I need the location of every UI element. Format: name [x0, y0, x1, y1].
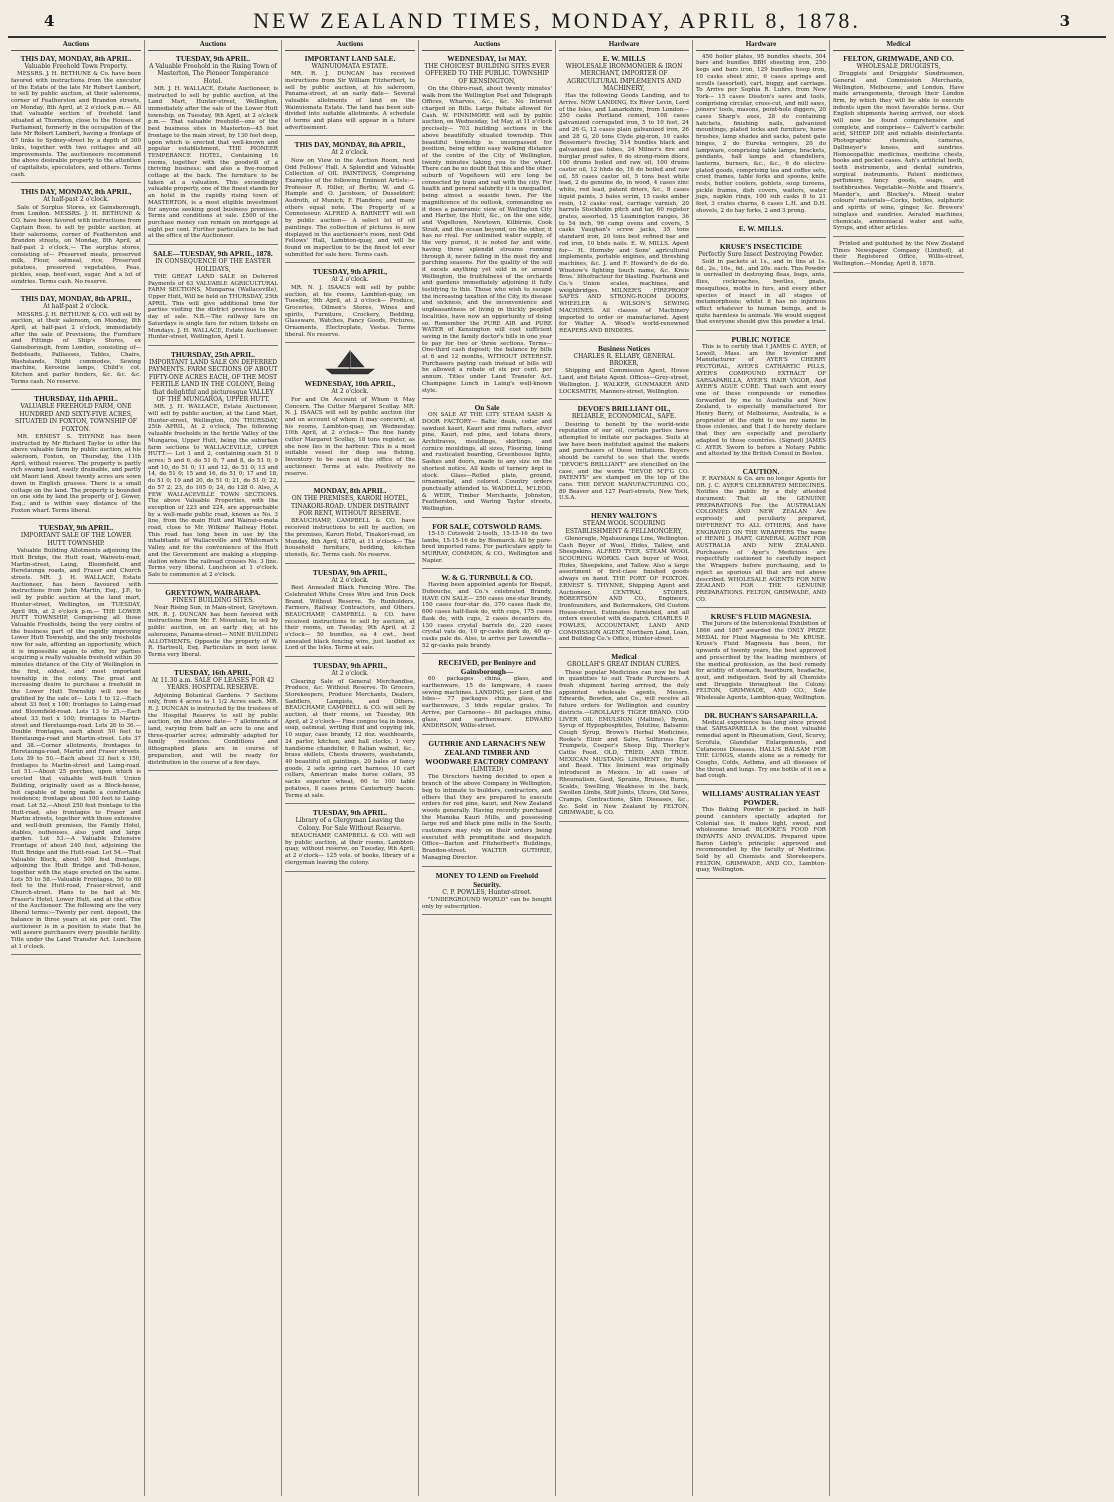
advertisement-body: 60 packages china, glass, and earthenware, 15 do lampware, 4 cases sewing machines. LANDING, per Lord of the Isles— 77 packages china, glass, and earthenware, 3 bhds regular grates. To Arrive, per Carnoone— 80 packages china, glass, and earthenware. EDWARD ANDERSON, Willis-street. [422, 676, 552, 730]
masthead [8, 6, 1106, 38]
advertisement-divider [285, 803, 415, 804]
advertisement-title: On Sale [474, 403, 500, 413]
advertisement [285, 379, 415, 477]
advertisement-divider [285, 563, 415, 564]
advertisement [148, 54, 278, 240]
advertisement [11, 523, 141, 950]
advertisement-title: DEVOE'S BRILLIANT OIL, [577, 404, 671, 414]
advertisement [559, 54, 689, 335]
advertisement-subtitle: At 2 o'clock. [331, 149, 369, 157]
advertisement-title: CAUTION. [742, 466, 780, 476]
advertisement-divider [148, 663, 278, 664]
advertisement-body: 450 boiler plates, 95 bundles sheets, 304 bars and bundles BBH sheeting iron, 250 kegs and bars iron, 129 bundles hoop iron, 10 casks sheet zinc, 6 cases springs and scrolls (assorted), cart, buggy, and carriage. To Arrive per Sophia R. Luhrs, from New York— 15 cases Disston's saws and tools, comprising circular, cross-cut, and mill saws, joiners' tools, masons, point-hole diggers, 20 cases Sharp's axes, 28 do containing hatchets, finishing nails, galvanized mountings, plated locks and furniture, horse brushes, lamp shades and sacks, patent gate hinges, 2 do Eureka wringers, 20 do lampware, comprising table lamps, brackets, pendants, hall lamps and chandeliers, lanterns, burners, &c., &c., 6 do electro-plated goods, comprising tea and coffee sets, cruet frames, table forks and spoons, knife rests, butter coolers, goblets, soup tureens, pickle frames, dish covers, waiters, water jugs, napkin rings, 100 sub casks 8 to 21 feet, 3 crates churns, 6 cases L.H. and D.H. shovels, 2 do hay forks, 2 and 3 prong. [696, 53, 826, 214]
advertisement-body: MR. ERNEST S. THYNNE has been instructed by Mr Richard Taylor to offer the above valuable farm by public auction, at his saleroom, Foxton, on Thursday, the 11th April, without reserve. The property is partly rich swamp land, easily drainable, and partly old Maori land. About twenty acres are sown down in English grasses. There is a small cottage on the land. The property is bounded on one side by land the property of J. Gower, Esq.; and is within easy distance of the Foxton wharf. Terms liberal. [11, 433, 141, 514]
advertisement-title: RECEIVED, per Beninyre and Gainsborough— [438, 658, 536, 677]
advertisement [696, 242, 826, 326]
advertisement [11, 394, 141, 514]
advertisement-divider [696, 330, 826, 331]
advertisement [285, 54, 415, 132]
advertisement [148, 350, 278, 579]
advertisement-subtitle: IMPORTANT LAND SALE ON DEFERRED PAYMENTS. FARM SECTIONS OF ABOUT FIFTY-ONE ACRES EACH, OF THE MOST FERTILE LAND IN THE COLONY, Being that delightful and picturesque VALLEY OF THE MUNGAROA, UPPER HUTT. [148, 358, 278, 403]
advertisement-title: FOR SALE, COTSWOLD RAMS. [432, 521, 542, 531]
advertisement-subtitle: At half-past 2 o'clock. [43, 196, 109, 204]
column-header: Auctions [422, 40, 552, 51]
advertisement-body: F. RAYMAN & Co. are no longer Agents for DR. J. C. AYER'S CELEBRATED MEDICINES. Notifies the public by a duly attested document: That all the GENUINE PREPARATIONS For the AUSTRALIAN COLONIES AND NEW ZEALAN Are expressly and peculiarly prepared, DIFFERENT TO ALL OTHERS, And have ENGRAVED ON THE WRAPPERS The name of HENRI J. HART, GENERAL AGENT FOR AUSTRALIA AND NEW ZEALAND. Purchasers of Ayer's Medicines are respectfully cautioned to carefully inspect the Wrappers before purchasing, and to reject as spurious all that are not above described. WHOLESALE AGENTS FOR NEW ZEALAND FOR THE GENUINE PREPARATIONS. FELTON, GRIMWADE, AND CO. [696, 475, 826, 603]
sailing-ship-icon [320, 347, 380, 377]
column-header: Auctions [285, 40, 415, 51]
advertisement-title: TUESDAY, 9th APRIL. [312, 808, 388, 818]
advertisement-divider [696, 706, 826, 707]
advertisement-divider [422, 914, 552, 915]
advertisement-body: MR. R. J. DUNCAN has received instructions from Sir William Fitzherbert, to sell by public auction, at his saleroom, Panama-street, at an early date— Several valuable allotments of land on the Wainuiomata Estate. The land has been sub-divided into suitable allotments. A schedule of terms and plans will appear in a future advertisement. [285, 71, 415, 131]
advertisement [11, 54, 141, 179]
advertisement-title: Business Notices [598, 343, 650, 353]
advertisement-divider [559, 399, 689, 400]
advertisement-divider [696, 462, 826, 463]
advertisement-body: "UNDERGROUND WORLD" can be bought only by subscription. [422, 896, 552, 910]
advertisement [696, 54, 826, 215]
page-number-right: 3 [1059, 12, 1070, 30]
advertisement-title: THIS DAY, MONDAY, 8th APRIL, [20, 294, 132, 304]
advertisement-divider [285, 135, 415, 136]
advertisement-subtitle: WHOLESALE IRONMONGER & IRON MERCHANT, IMPORTER OF AGRICULTURAL IMPLEMENTS AND MACHINERY, [565, 62, 683, 92]
advertisement-body: Medical experience has long since proved that SARSAPARILLA is the most valuable remedial agent in Rheumatism, Gout, Scurvy, Scrofula, Glandular Enlargements, and Cutaneous Diseases. HALL'S BALSAM FOR THE LUNGS, stands alone as a remedy for Coughs, Colds, Asthma, and all diseases of the throat and lungs. Try one bottle of it on a bad cough. [696, 719, 826, 780]
advertisement-subtitle: At 2 o'clock. [331, 670, 369, 678]
advertisement-title: WEDNESDAY, 1st MAY. [447, 53, 527, 63]
advertisement-divider [11, 289, 141, 290]
advertisement [11, 187, 141, 285]
advertisement [422, 403, 552, 513]
advertisement [285, 267, 415, 338]
advertisement-subtitle: IN CONSEQUENCE OF THE EASTER HOLIDAYS, [155, 258, 271, 273]
advertisement-body: The Jurors of the Intercolonial Exhibition of 1866 and 1867 awarded the ONLY PRIZE MEDAL for Fluid Magnesia to Mr. KRUSE. Kruse's Fluid Magnesia has been, for upwards of twenty years, the best approved and prescribed by the leading members of the medical profession, as the best remedy for acidity of stomach, heartburn, headache, gout, and indigestion. Sold by all Chemists and Druggists throughout the Colony. FELTON, GRIMWADE, AND CO., Sole Wholesale Agents, Lambton-quay, Wellington. [696, 621, 827, 702]
column-4 [419, 40, 556, 1496]
advertisement-title: GUTHRIE AND LARNACH'S NEW ZEALAND TIMBER AND WOODWARE FACTORY COMPANY [425, 738, 549, 766]
advertisement-subtitle: At half-past 2 o'clock. [43, 303, 109, 311]
advertisement-divider [696, 237, 826, 238]
advertisement-subtitle: At 11.30 a.m. SALE OF LEASES FOR 42 YEARS. HOSPITAL RESERVE. [151, 676, 275, 692]
advertisement [285, 140, 415, 258]
advertisement-divider [148, 770, 278, 771]
advertisement-title: SALE—TUESDAY, 9th APRIL, 1878. [153, 249, 273, 259]
column-header: Auctions [11, 40, 141, 51]
advertisement [422, 522, 552, 565]
advertisement-title: TUESDAY, 9th APRIL. [175, 53, 251, 63]
advertisement-divider [696, 878, 826, 879]
advertisement-title: THIS DAY, MONDAY, 8th APRIL, [20, 187, 132, 197]
advertisement [148, 668, 278, 767]
advertisement-title: Medical [611, 652, 637, 662]
advertisement-title: THURSDAY, 11th APRIL. [34, 394, 118, 404]
advertisement-body: This is to certify that I JAMES C. AYER, of Lowell, Mass. am the Inventor and Manufacturer of AYER'S CHERRY PECTORAL, AYER'S CATHARTIC PILLS, AYER'S COMPOUND EXTRACT OF SARSAPARILLA, AYER'S HAIR VIGOR, And AYER'S AGUE CURE. That each and every one of these compounds or remedies forwarded by me to Australia and New Zealand, is especially manufactured for Henry Berry, of Melbourne, Australia, is a proprietor of the right to use my name in those colonies, and that I do hereby declare that they are especially and peculiarly adapted to those countries. (Signed) JAMES C. AYER. Sworn to before a Notary Public and attested by the British Consul in Boston. [696, 344, 826, 458]
advertisement-divider [285, 342, 415, 343]
advertisement-body: Valuable Building Allotments adjoining the Hutt Bridge, the Hutt road, Waiwetu-road, Martin-street, Laing, Bloomfield, and Heretaunga roads, and Fraser and Church streets. MR. J. H. WALLACE, Estate Auctioneer, has been favoured with instructions from John Martin, Esq., J.P., to sell by public auction at the land mart, Hunter-street, Wellington, on TUESDAY, April 9th, at 2 o'clock p.m.— THE LOWER HUTT TOWNSHIP, Comprising all those Valuable Freeholds, being the very centre of the business part of the rapidly improving Lower Hutt Township, and the only freeholds now for sale, affording an opportunity, which it is impossible again to offer, for parties acquiring a really valuable freehold within 30 minutes distance of the City of Wellington in the first, oldest, and most important township in the colony. The great and increasing desire to purchase a freehold in the Lower Hutt Township will now be gratified by the sale of— Lots 1 to 12.—Each about 33 feet x 100; frontages to Laing-road and Bloomfield-road. Lots 13 to 25.—Each about 33 feet x 100; frontages to Martin-street and Heretaunga-road. Lots 26 to 36.—Double frontages, each about 50 feet to Heretaunga-road and Martin-street. Lots 37 and 38.—Corner allotments, frontages to Heretaunga-road, Martin and Fraser streets. Lots 39 to 50.—Each about 33 feet x 150, frontages to Martin-street and Laing-road. Lot 51.—About 25 perches, upon which is erected that valuable well-built Union Building, originally used as a Block-house, but capable of being made a comfortable residence; frontage about 100 feet to Laing-road. Lot 52.—About 250 feet frontage to the Hutt-road, also frontages to Fraser and Martin streets, together with those extensive and well-built premises, the Family Hotel, stables, outhouses, also yard and large garden. Lot 53.—A Valuable Extensive Frontage of about 240 feet, adjoining the Hutt Bridge and the Hutt-road. Lot 54.—That Valuable Block, about 500 feet frontage, adjoining the Hutt Bridge and Toll-house, together with the stage erected on the same. Lots 55 to 58.—Valuable Frontages, 50 to 60 feet to the Hutt-road, Fraser-street, and Church-street. Plans to be had at Mr. Fraser's Hotel, Lower Hutt, and at the office of the Auctioneer. The following are the very liberal terms:—Twenty per cent. deposit, the balance in three years at six per cent. The auctioneer is in a position to state that he will assure purchasers every possible facility. Title under the Land Transfer Act. Luncheon at 1 o'clock. [11, 548, 141, 950]
advertisement-title: WILLIAMS' AUSTRALIAN YEAST POWDER. [701, 789, 820, 808]
advertisement-title: DR. BUCHAN'S SARSAPARILLA. [704, 710, 818, 720]
advertisement-subtitle: (LIMITED) [470, 765, 504, 773]
advertisement-title: THIS DAY, MONDAY, 8th APRIL, [294, 140, 406, 150]
advertisement-body: Desiring to benefit by the world-wide reputation of our oil, certain parties have attempted to imitate our packages. Suits at law have been instituted against the makers and purchasers of these imitations. Buyers should be careful to see that the words "DEVOE'S BRILLIANT" are stencilled on the case, and the words "DEVOE M'F'G CO. PATENTS" are stamped on the top of the cans. THE DEVOE MANUFACTURING CO., 80 Beaver and 127 Pearl-streets, New York, U.S.A. [559, 421, 689, 502]
advertisement [696, 467, 826, 603]
advertisement-divider [285, 656, 415, 657]
advertisement-divider [285, 262, 415, 263]
advertisement-subtitle: A Valuable Freehold in the Rising Town of Masterton, The Pioneer Temperance Hotel. [149, 62, 277, 85]
advertisement-body: The Directors having decided to open a branch of the above Company in Wellington, beg to intimate to builders, contractors, and others that they are prepared to execute orders for red pine, kauri, and New Zealand woods generally. Having recently purchased the Manuka Kauri Mills, and possessing large red and black pine mills in the South, customers may rely on their orders being executed with promptitude and despatch. Office—Barton and Fitzherbert's Buildings, Brandon-street. WALTER GUTHRIE, Managing Director. [422, 774, 552, 861]
advertisement-body: Clearing Sale of General Merchandise, Produce, &c. Without Reserve. To Grocers, Storekeepers, Produce Merchants, Dealers, Saddlers, Lampists, and Others. BEAUCHAMP, CAMPBELL & CO. will sell by auction, at their rooms, on Tuesday, 9th April, at 2 o'clock— Fine congou tea in boxes, soap, oatmeal, writing fluid and copying ink, 10 sugar, case brandy, 12 doz. washboards, 24 parlor, kitchen, and hall clocks, 1 very handsome chandelier, 6 Italian walnut, &c., brass skillets, Chests drawers, washstands, 40 beautiful oil paintings, 20 bales of fancy goods, 2 sets spring cart harness, 10 cart collars, American make horse collars, 95 sacks superior wheat, 60 to 100 table potatoes, 8 cases prime Canterbury bacon. Terms at sale. [285, 678, 415, 799]
advertisement [696, 789, 826, 874]
advertisement-subtitle: STEAM WOOL SCOURING ESTABLISHMENT & FELLMONGERY, [565, 520, 683, 535]
advertisement-divider [148, 583, 278, 584]
column-header: Hardware [696, 40, 826, 51]
advertisement-divider [422, 653, 552, 654]
advertisement [11, 294, 141, 385]
advertisement-title: GREYTOWN, WAIRARAPA. [165, 587, 261, 597]
advertisement-subtitle: At 2 o'clock. [331, 576, 369, 584]
advertisement-title: TUESDAY, 9th APRIL, [312, 661, 388, 671]
advertisement-title: KRUSE'S FLUID MAGNESIA. [710, 612, 812, 622]
advertisement-divider [11, 182, 141, 183]
advertisement-title: FELTON, GRIMWADE, AND CO. [843, 53, 954, 63]
advertisement-divider [422, 517, 552, 518]
advertisement-divider [559, 339, 689, 340]
advertisement-body: MR. J. H. WALLACE, Estate Auctioneer, is instructed to sell by public auction, at the Land Mart, Hunter-street, Wellington, immediately after the sale of the Lower Hutt township, on Tuesday, 9th April, at 2 o'clock p.m.— That valuable freehold—one of the best business sites in Masterton—45 feet frontage to the main street, by 130 feet deep, upon which is erected that well-known and popular establishment, THE PIONEER TEMPERANCE HOTEL, Containing 16 rooms, together with the goodwill of a thriving business; and also a five-roomed cottage at the back. The furniture to be taken at a valuation. This exceedingly valuable property, one of the finest stands for an hotel in the rapidly rising town of MASTERTON, is a most eligible investment for anyone seeking good business premises. Terms and conditions at sale. £500 of the purchase money can remain on mortgage at eight per cent. Further particulars to be had at the office of the Auctioneer. [148, 85, 278, 240]
advertisement-body: This Baking Powder is packed in half-pound canisters specially adapted for Colonial use. It makes light, sweet, and wholesome bread. BLOOKE'S FOOD FOR INFANTS AND INVALIDS. Prepared upon Baron Liebig's principle: approved and recommended by the faculty of Medicine. Sold by all Chemists and Storekeepers. FELTON, GRIMWADE, AND CO., Lambton-quay, Wellington. [696, 807, 826, 874]
advertisement-subtitle: CHARLES R. ELLABY, GENERAL BROKER, [573, 352, 675, 368]
newspaper-page [8, 6, 1106, 1496]
advertisement-body: Glenorugle, Ngahauranga Line, Wellington. Cash Buyer of Wool, Hides, Tallow, and Sheepskins. ALFRED TYER, STEAM WOOL SCOURING WORKS. Cash buyer of Wool, Hides, Sheepskins, and Tallow. Also a large assortment of first-class finished goods always on hand. THE PORT OF FOXTON. ERNEST S. THYNNE, Shipping Agent and Auctioneer, CENTRAL STORES. ROBERTSON AND CO., Engineers, Ironfounders, and Boilermakers, Old Custom House-street. Estimates furnished, and all orders executed with despatch. CHARLES P. FOWLES, ACCOUNTANT, LAND AND COMMISSION AGENT, Northern Land, Loan, and Building Co.'s Office, Hunter-street. [559, 535, 689, 643]
advertisement [285, 568, 415, 652]
advertisement-title: HENRY WALTON'S [590, 511, 658, 521]
advertisement-subtitle: IMPORTANT SALE OF THE LOWER HUTT TOWNSHIP. [20, 532, 132, 547]
advertisement-subtitle: FINEST BUILDING SITES. [172, 596, 254, 604]
advertisement-title: W. & G. TURNBULL & CO. [441, 573, 533, 583]
advertisement-body: Adjoining Botanical Gardens. 7 Sections only, from 4 acres to 1 1/2 Acres each. MR. R. J. DUNCAN is instructed by the trustees of the Hospital Reserve to sell by public auction, on the above date— 7 allotments of land, varying from half an acre to one and three-quarter acres; admirably adapted for family residences. Conditions and lithographed plans are in course of preparation, and will be ready for distribution in the course of a few days. [148, 692, 278, 766]
advertisement-divider [696, 784, 826, 785]
advertisement-title: THURSDAY, 25th APRIL. [170, 349, 256, 359]
column-header: Auctions [148, 40, 278, 51]
column-header: Medical [833, 40, 964, 51]
advertisement-subtitle: WHOLESALE DRUGGISTS, [856, 62, 941, 70]
advertisement-title: E. W. MILLS [602, 53, 646, 63]
advertisement-subtitle: At 2 o'clock. [331, 388, 369, 396]
advertisement [422, 871, 552, 911]
advertisement-body: Druggists and Druggists' Sundriesmen, General and Commission Merchants, Wellington, Melbourne, and London. Have made arrangements, through their London firm, by which they will be able to execute indents upon the most favorable terms. Our English shipments having arrived, our stock will now be found comprehensive and complete, and comprises— Calvert's carbolic acid, SHEEP DIP, and reliable disinfectants. Photographic chemicals, cameras, Dallmeyer's lenses, and sundries. Homoeopathic medicines, medicine chests, books and pocket cases. Ash's artificial teeth, teeth instruments, and dental sundries, surgical instruments. Patent medicines, perfumery, fancy goods, soaps, and toothbrushes. Vegetable—Noble and Hoare's, Mander's, and Blockey's. Mixed water colours' materials—Corks, bottles, sulphuric and spirits of wine, ginger, &c. Brewers' isinglass and sundries. Aerated machines, chemicals, ammoniacal water and salts, Syrups, and other articles. [833, 71, 964, 232]
column-grid [8, 40, 1106, 1496]
advertisement-body: These popular Medicines can now be had in quantities to suit Trade Purchasers. A fresh shipment having arrived, the duly appointed wholesale agents, Messrs. Edwards, Bowden, and Co., will receive all future orders for Wellington and country districts.—GROLLAH'S TIGER BRAND. COD LIVER OIL EMULSION (Maltine), Bynin, Syrup of Hypophosphites, Tolutine, Balsamic Cough Syrup, Brown's Herbal Medicines, Rooke's Elixir and Salve, Sulfurous Ear Trumpets, Cooper's Sheep Dip, Thorley's Cattle Food. OLD, TRIED, AND TRUE. MEXICAN MUSTANG LINIMENT for Man and Beast. This liniment was originally introduced in Mexico. In all cases of Rheumatism, Gout, Sprains, Bruises, Burns, Scalds, Swelling, Weakness in the back, Swollen Limbs, Stiff Joints, Ulcers, Old Sores, Cramps, Contractions, Skin Diseases, &c., &c. Sold in New Zealand by FELTON, GRIMWADE, & CO. [559, 669, 689, 817]
advertisement-title: TUESDAY, 9th APRIL. [38, 523, 114, 533]
advertisement-title: E. W. MILLS. [738, 223, 784, 233]
advertisement [696, 224, 826, 233]
advertisement-subtitle: Library of a Clergyman Leaving the Colony. For Sale Without Reserve. [295, 817, 405, 832]
advertisement-divider [11, 954, 141, 955]
page-title: NEW ZEALAND TIMES, MONDAY, APRIL 8, 1878. [253, 8, 861, 33]
advertisement-title: WEDNESDAY, 10th APRIL, [304, 379, 396, 389]
advertisement [422, 739, 552, 862]
advertisement [559, 652, 689, 817]
advertisement-divider [422, 734, 552, 735]
advertisement-body: For and On Account of Whom it May Concern. The Cutter Margaret Scollay. MR. N. J. ISAACS will sell by public auction (for and on account of whom it may concern), at his rooms, Lambton-quay, on Wednesday, 10th April, at 2 o'clock— The fine handy cutter Margaret Scollay, 18 tons register, as she now lies in the harbour. This is a most suitable vessel for deep sea fishing. Inventory to be seen at the office of the auctioneer. Terms at sale. Positively no reserve. [285, 396, 415, 477]
advertisement-title: MONEY TO LEND on Freehold Security. [435, 870, 539, 889]
advertisement-subtitle: C. P. POWLES, Hunter-street. [442, 888, 532, 896]
advertisement-divider [148, 345, 278, 346]
advertisement [696, 335, 826, 458]
advertisement-body: Shipping and Commission Agent, House Land, and Estate Agent. Offices—Grey-street, Wellington. J. WALKER, GUNMAKER AND LOCKSMITH, Manners-street, Wellington. [559, 368, 689, 395]
advertisement-divider [285, 871, 415, 872]
advertisement-subtitle: WAINUIOMATA ESTATE. [311, 62, 389, 70]
advertisement [422, 658, 552, 730]
advertisement-title: MONDAY, 8th APRIL. [313, 486, 387, 496]
advertisement-divider [696, 607, 826, 608]
column-5 [556, 40, 693, 1496]
advertisement [285, 808, 415, 866]
advertisement [148, 588, 278, 659]
advertisement-title: IMPORTANT LAND SALE. [304, 53, 396, 63]
advertisement-title: PUBLIC NOTICE [731, 335, 791, 345]
advertisement-body: Having been appointed agents for Bisquit, Dubouche, and Co.'s celebrated Brandy, HAVE ON SALE— 250 cases one-star brandy, 150 cases four-star do, 370 cases flask do, 600 cases half-flask do, with cups, 175 cases flask do, with cups, 2 cases decanters do, 130 cases crystal barrels do, 220 cases crystal vats do, 10 qr-casks dark do, 40 qr-casks pale do. Also, to arrive per Lowendla— 52 qr-casks pale brandy. [422, 582, 552, 649]
advertisement-subtitle: GROLLAH'S GREAT INDIAN CURES. [567, 661, 681, 669]
advertisement-divider [696, 219, 826, 220]
advertisement-title: TUESDAY, 9th APRIL, [312, 567, 388, 577]
advertisement-divider [422, 398, 552, 399]
advertisement-title: KRUSE'S INSECTICIDE [719, 241, 803, 251]
advertisement-subtitle: VALUABLE FREEHOLD FARM, ONE HUNDRED AND SIXTY-FIVE ACRES, SITUATED IN FOXTON, TOWNSHIP OF FOXTON. [15, 403, 137, 433]
advertisement-divider [11, 518, 141, 519]
advertisement-body: BEAUCHAMP, CAMPBELL & CO. will sell by public auction, at their rooms, Lambton-quay, without reserve, on Tuesday, 9th April, at 2 o'clock— 125 vols. of books, library of a clergyman leaving the colony. [285, 833, 415, 866]
advertisement [833, 241, 964, 268]
advertisement-body: On the Ohiro-road, about twenty minutes' walk from the Wellington Post and Telegraph Offices, Wharves, &c., &c. No Interest charged on Bills. Large Rebate allowed for Cash. W. FINNIMORE will sell by public auction, on Wednesday, 1st May, at 11 o'clock precisely— 703 building sections in the above beautifully situated township. This beautiful township is unsurpassed for position, being within easy walking distance of the centre of the City of Wellington, twenty minutes taking you to the wharf. There can be no doubt that this and the other suburb of Vogeltown will ere long be connected by tram and rail with the city. For health and general salubrity it is unequalled, being almost a seaside town. For the magnificence of its outlook, commanding as it does a panoramic view of Wellington City and Harbor, the Hutt, &c., on the one side, and Vogeltown, Newtown, Kilbirnie, Cook Strait, and the ocean beyond, on the other, it has no rival. For unlimited water supply, of the very purest, it is noted far and wide, having three splendid streams running through it, never failing in the most dry and parching seasons. For the quality of the soil it excels anything yet sold in or around Wellington, the fruitfulness of the orchards and gardens immediately adjoining it fully testifying to this. Those who wish to escape the increasing taxation of the City, its disease and sickness, and the inconvenience and unpleasantness of living in thickly peopled localities, have now an opportunity of doing so. Remember the PURE AIR and PURE WATER of Kensington will cost sufficient saving in the family doctor's bills in one year to pay for two or three sections. Terms— One-third cash deposit; the balance by bills at 6 and 12 months, WITHOUT INTEREST. Purchasers paying cash instead of bills will be allowed a rebate of six per cent. per annum. Titles under Land Transfer Act. Champagne Lunch in Laing's well-known style. [422, 85, 552, 394]
advertisement [285, 486, 415, 558]
advertisement [148, 249, 278, 341]
advertisement-body: Sale of Surplus Stores, ex Gainsborough, from London. MESSRS. J. H. BETHUNE & CO. have been favored with instructions from Captain Bose, to sell by public auction, at their salerooms, corner of Featherston and Brandon streets, on Monday, 8th April, at half-past 2 o'clock,— The surplus stores, consisting of— Preserved meats, preserved milk, Flour, oatmeal, rice, Preserved potatoes, preserved vegetables, Peas, pickles, soap, beef-suet, sugar, And a lot of sundries. Terms cash. No reserve. [11, 204, 141, 285]
advertisement-body: Printed and published by the New Zealand Times Newspaper Company (Limited), at their Registered Office, Willis-street, Wellington.—Monday, April 8, 1878. [833, 240, 964, 268]
advertisement [696, 612, 826, 701]
advertisement-body: Now on View in the Auction Room, next Odd Fellows' Hall. A Splendid and Valuable Collection of OIL PAINTINGS, Comprising Examples of the following Eminent Artists:—Professor R. Hiller, of Berlin; W. and G. Hample and O. Jacobsen, of Dusseldorf; Audroth, of Munich; F. Flanders; and many others equal note. The Property of a Connoisseur. ALFRED A. BARNETT will sell by public auction— A select lot of oil paintings. The collection of pictures is now displayed in the auctioneer's room, next Odd Fellows' Hall, Lambton-quay, and will be found on inspection to be the finest lot ever submitted for sale here. Terms cash. [285, 157, 415, 258]
column-header: Hardware [559, 40, 689, 51]
advertisement-body: MESSRS. J. H. BETHUNE & Co. have been favored with instructions from the executor of the Estate of the late Mr Robert Lambert, to sell by public auction, at their salerooms, corner of Featherston and Brandon streets, on Monday, 8th April, at 2 o'clock p.m.— All that valuable section of freehold land situated at Thorndon, close to the Houses of Parliament, formerly in the occupation of the late Mr Robert Lambert, having a frontage of 67 links to Sydney-street by a depth of 300 links, together with two cottages and all improvements. The auctioneers recommend the above desirable property to the attention of capitalists, speculators, and others. Terms cash. [11, 71, 141, 178]
advertisement-body: 15-15 Cotswold 2-tooth, 15-15-16 do two lambs, 15-15-16 do by Bismarck. All by pure-bred imported rams. For particulars apply to MURRAY, COMMON, & CO., Wellington and Napier. [422, 530, 552, 564]
advertisement-body: MESSRS. J. H. BETHUNE & CO. will sell by auction, at their saleroom, on Monday, 8th April, at half-past 2 o'clock, immediately after the sale of Provisions, the Furniture and Fittings of Ship's Stores, ex Gainsborough, from London, consisting of— Bedsteads, Palliasses, Tables, Chairs, Washstands, Night commodes, Sewing machine, Kerosine lamps, Child's cot, Kitchen and parlor fenders, &c. &c. &c. Terms cash. No reserve. [11, 311, 141, 385]
page-number-left: 4 [44, 12, 55, 30]
advertisement [833, 54, 964, 232]
advertisement [422, 573, 552, 649]
advertisement-subtitle: RELIABLE, ECONOMICAL, SAFE. [571, 413, 677, 421]
column-1 [8, 40, 145, 1496]
advertisement-divider [833, 236, 964, 237]
advertisement-divider [559, 647, 689, 648]
advertisement-title: TUESDAY, 9th APRIL, [312, 267, 388, 277]
column-6 [693, 40, 830, 1496]
advertisement [559, 511, 689, 643]
advertisement-title: TUESDAY, 16th APRIL, [174, 667, 252, 677]
advertisement-divider [422, 568, 552, 569]
advertisement-divider [833, 272, 964, 273]
advertisement-subtitle: At 2 o'clock. [331, 276, 369, 284]
advertisement-divider [285, 481, 415, 482]
advertisement [422, 54, 552, 395]
advertisement-body: Near Rising Sun, in Main-street, Greytown. MR. R. J. DUNCAN has been favored with instructions from Mr. F. Mountain, to sell by public auction, on an early day, at his salerooms, Panama-street— NINE BUILDING ALLOTMENTS, Opposite the property of W. R. Hartwell, Esq. Particulars in next issue. Terms very liberal. [148, 605, 278, 658]
advertisement-divider [559, 506, 689, 507]
advertisement-divider [559, 821, 689, 822]
advertisement-divider [11, 389, 141, 390]
advertisement-title: THIS DAY, MONDAY, 8th APRIL. [20, 53, 132, 63]
advertisement-subtitle: Perfectly Sure Insect Destroying Powder. [698, 250, 824, 258]
advertisement [285, 661, 415, 799]
advertisement [559, 404, 689, 502]
advertisement-subtitle: THE CHOICEST BUILDING SITES EVER OFFERED TO THE PUBLIC. TOWNSHIP OF KENSINGTON, [424, 62, 550, 85]
advertisement-body: Best Annealed Black Fencing Wire. The Celebrated White Cross Wire and Iron Dock Brand. Without Reserve. To Runholders, Farmers, Railway Contractors, and Others. BEAUCHAMP, CAMPBELL & CO. have received instructions to sell by auction, at their rooms, on Tuesday, 9th April, at 2 o'clock— 50 bundles, ea 4 cwt., best annealed black fencing wire, just landed ex Lord of the Isles. Terms at sale. [285, 585, 415, 652]
advertisement-subtitle: ON THE PREMISES, KARORI HOTEL, TINAKORI-ROAD. UNDER DISTRAINT FOR RENT, WITHOUT RESERVE. [291, 495, 409, 518]
advertisement-body: MR. J. H. WALLACE, Estate Auctioneer, will sell by public auction, at the Land Mart, Hunter-street, Wellington, ON THURSDAY, 25th APRIL, At 2 o'clock, The following valuable freeholds in the fertile Valley of the Mungaroa, Upper Hutt, being the suburban farm sections to WALLACEVILLE, UPPER HUTT:— Lot 1 and 2, containing each 51 0 acres; 5 and 6, do 51 0; 7 and 8, do 51 0; 9 and 10, do 51 0; 11 and 12, do 51 0; 13 and 14, do 51 0; 15 and 16, do 51 0; 17 and 18, do 51 0; 19 and 20, do 51 0; 21, do 51 0; 22, do 57 2; 23, do 105 0; 24, do 128 0. Also, A FEW WALLACEVILLE TOWN SECTIONS. The above Valuable Properties, with the exception of 223 and 224, are approachable by a well-made public road, known as No. 3 line, from the main Hutt and Wainui-o-mata road, close to Mr. Wilkins' Railway Hotel. This road has long been in use by the inhabitants of Wallaceville and Whiteman's Valley, and for the convenience of the Hutt and the Government are making a stopping-station where the railroad crosses No. 3 line. Terms very liberal. Luncheon at 1 o'clock. Sale to commence at 2 o'clock. [148, 404, 278, 578]
advertisement-body: Has the following Goods Landing, and to Arrive. NOW LANDING, Ex River Levin, Lord of the Isles, and Lanarkshire, from London— 250 casks Portland cement, 108 cases galvanized corrugated iron, 5 to 10 feet, 24 and 26 G, 12 cases plain galvanized iron, 26 and 28 G, 20 tons Clyde pig-iron, 10 casks Bessemer's fireclay, 514 bundles black and galvanized gas tubes, 24 Milner's fire and burglar proof safes, 6 do strong-room doors, 100 drums boiled and raw oil, 100 drums castor oil, 12 hhds do, 16 do boiled and raw oil, 55 cases castor oil, 5 tons best white lead, 2 do genuine do, in wood, 4 cases zinc white, red lead, patent driers, &c., 8 cases liquid paints, 3 bales scrim, 15 casks amber resin, 12 casks coal, carriage varnish, 20 barrels Stockholm pitch and tar, 60 register grates, assorted, 15 Leamington ranges, 36 to 54 inch, 96 camp ovens and covers, 5 casks Vaughan's screw jacks, 35 tons standard iron, 20 tons best refined bar and rod iron, 10 bhds nails. E. W. MILLS. Agent for— H. Hornsby and Sons' agricultural implements, portable engines, and threshing machines, &c. J. and F. Howard's do do do. Winstow's fighting touch name, &c. Kreis Bros.' lithofracteur for blasting. Fairbank and Co.'s Union scales, machines, and weighbridges. MILNER'S FIREPROOF SAFES AND STRONG-ROOM DOORS, WHEELER & WILSON'S SEWING MACHINES. All classes of Machinery imported to order or manufactured. Agent for Walter A. Wood's world-renowned REAPERS AND BINDERS. [559, 93, 689, 334]
advertisement [696, 711, 826, 780]
advertisement-body: MR. N. J. ISAACS will sell by public auction, at his rooms, Lambton-quay, on Tuesday, 9th April, at 2 o'clock— Produce, Groceries, Oilmen's Stores, Wines and spirits, Furniture, Crockery, Bedding, Glassware, Watches, Fancy Goods, Pictures, Ornaments, Electroplate, Vestas. Terms liberal. No reserve. [285, 284, 415, 338]
column-7 [830, 40, 967, 1496]
advertisement-body: ON SALE AT THE CITY STEAM SASH & DOOR FACTORY— Baltic deals, cedar and sawdust kauri, Kauri and rimu rafters, silver pine, Kauri, red pine, and totara doors, Architraves, mouldings, skirtings, and cornice mouldings, all sizes, Flooring, lining and rusticated boarding, Greenhouse lights, Sashes and doors, made to any size on the shortest notice. All kinds of turnery kept in stock. Glass—Rolled plate, ground, ornamental, and colored. Country orders punctually attended to. WADDELL, M'LEOD, & WEIR, Timber Merchants, Johnston, Featherston, and Waring Taylor streets, Wellington. [422, 412, 552, 513]
advertisement-body: THE GREAT LAND SALE on Deferred Payments of 63 VALUABLE AGRICULTURAL FARM SECTIONS, Mungaroa (Wallaceville), Upper Hutt, Will be held on THURSDAY, 25th APRIL. This will give additional time for parties visiting the district previous to the day of sale. N.B.—The railway fare on Saturdays is single fare for return tickets on Mondays. J. H. WALLACE, Estate Auctioneer. Hunter-street, Wellington, April 1. [148, 273, 278, 341]
column-3 [282, 40, 419, 1496]
column-2 [145, 40, 282, 1496]
advertisement [559, 344, 689, 396]
advertisement-body: BEAUCHAMP, CAMPBELL & CO. have received instructions to sell by auction, on the premises, Karori Hotel, Tinakori-road, on Monday, 8th April, 1878, at 11 o'clock— The household furniture, bedding, kitchen utensils, &c. Terms cash. No reserve. [285, 518, 415, 558]
advertisement-divider [422, 866, 552, 867]
advertisement-subtitle: Valuable Freehold Town Property. [24, 62, 128, 70]
advertisement-divider [148, 244, 278, 245]
advertisement-body: Sold in packets at 1s., and in tins at 1s. 6d., 2s., 10s., 6d., and 20s. each. This Powder is unrivalled in destroying fleas, bugs, ants, flies, cockroaches, beetles, gnats, mosquitoes, moths in furs, and every other species of insect in all stages of metamorphosis; whilst it has no injurious effect whatever to human beings, and is quite harmless to animals. We would suggest that everyone should give this powder a trial. [696, 258, 826, 326]
